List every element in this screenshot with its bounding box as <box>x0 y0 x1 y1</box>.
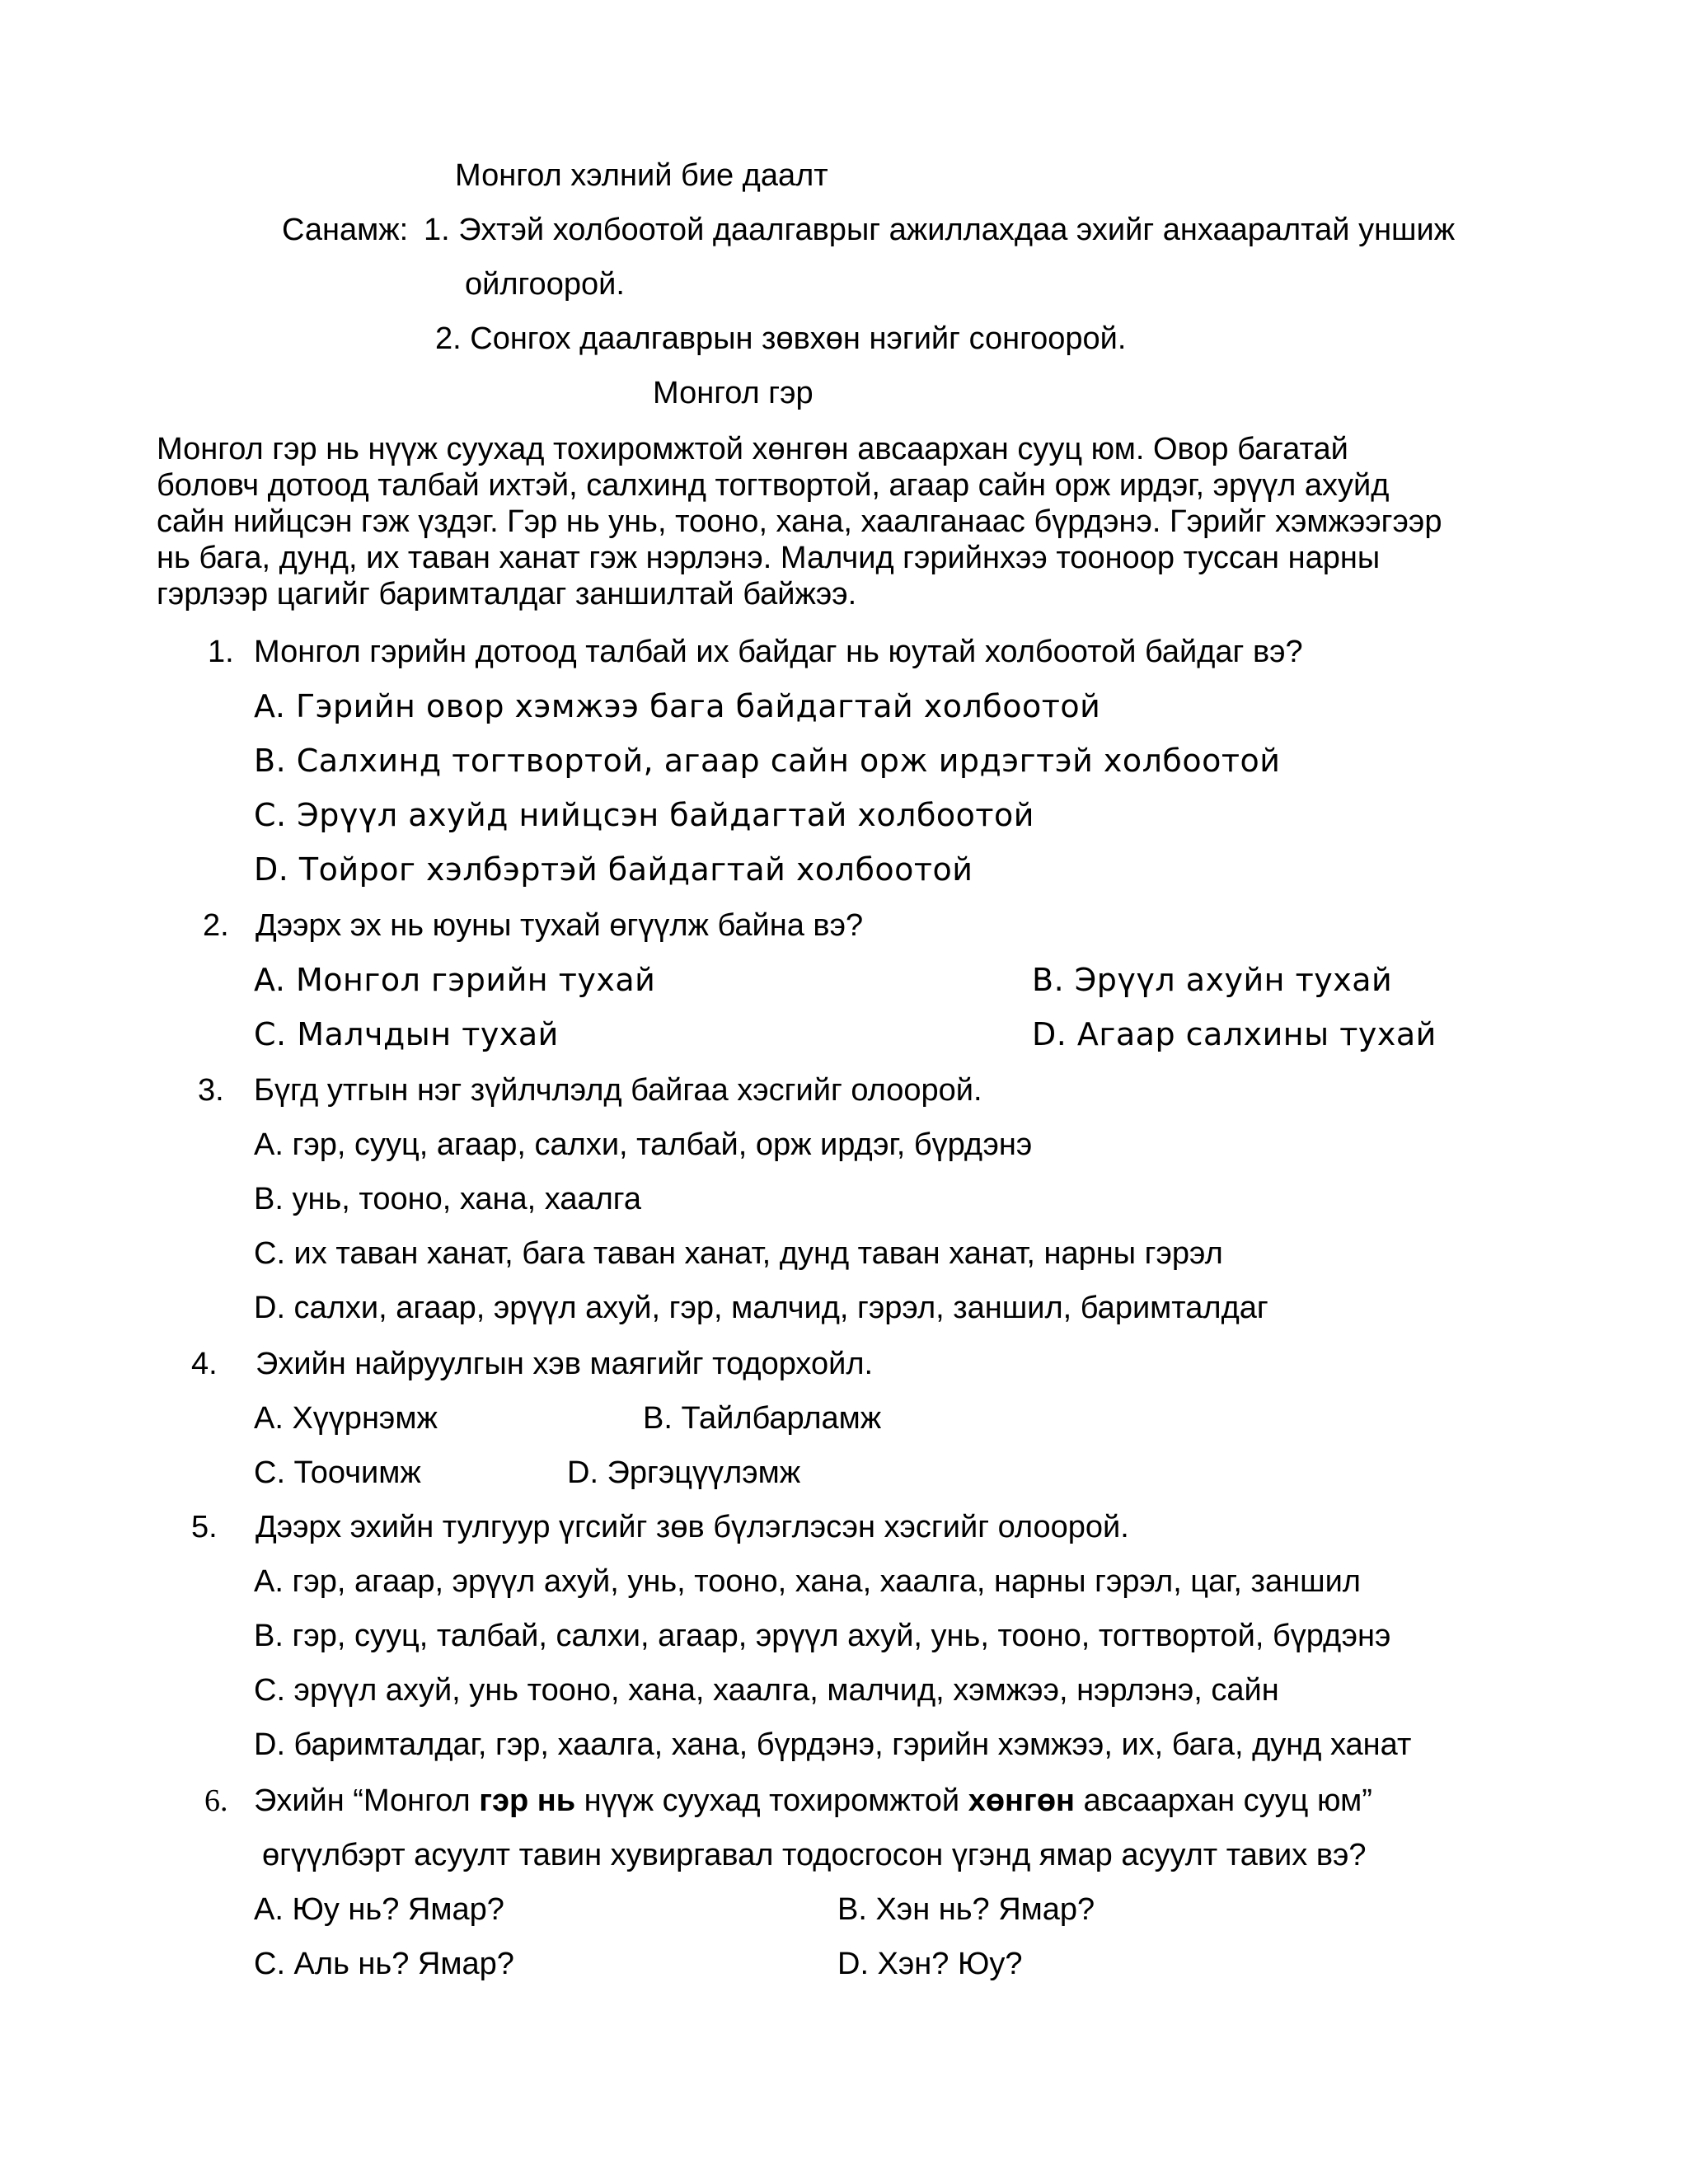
option-d: D. Тойрог хэлбэртэй байдагтай холбоотой <box>254 851 973 888</box>
option-b: B. гэр, сууц, талбай, салхи, агаар, эрүүл ахуй, унь, тооно, тогтвортой, бүрдэнэ <box>254 1619 1391 1653</box>
question-text: Бүгд утгын нэг зүйлчлэлд байгаа хэсгийг олоорой. <box>254 1073 982 1108</box>
option-d: D. салхи, агаар, эрүүл ахуй, гэр, малчид, гэрэл, заншил, баримталдаг <box>254 1291 1268 1325</box>
option-b: B. Тайлбарламж <box>643 1401 882 1436</box>
question-text-part: Эхийн “Монгол <box>254 1783 480 1818</box>
option-a: A. Хүүрнэмж <box>254 1401 438 1436</box>
option-a: A. Гэрийн овор хэмжээ бага байдагтай холбоотой <box>254 688 1101 724</box>
question-text: Дээрх эхийн тулгуур үгсийг зөв бүлэглэсэн хэсгийг олоорой. <box>256 1510 1129 1544</box>
question-number: 1. <box>208 635 234 669</box>
option-d: D. Хэн? Юу? <box>837 1947 1023 1981</box>
question-text: Дээрх эх нь юуны тухай өгүүлж байна вэ? <box>256 908 864 943</box>
option-b: B. Салхинд тогтвортой, агаар сайн орж ирдэгтэй холбоотой <box>254 743 1281 779</box>
option-d: D. баримталдаг, гэр, хаалга, хана, бүрдэнэ, гэрийн хэмжээ, их, бага, дунд ханат <box>254 1727 1412 1762</box>
option-d: D. Эргэцүүлэмж <box>567 1455 801 1490</box>
option-a: A. гэр, агаар, эрүүл ахуй, унь, тооно, хана, хаалга, нарны гэрэл, цаг, заншил <box>254 1564 1361 1599</box>
option-c: C. Аль нь? Ямар? <box>254 1947 514 1981</box>
note-item-2: 2. Сонгох даалгаврын зөвхөн нэгийг сонгоорой. <box>435 321 1127 356</box>
option-c: C. их таван ханат, бага таван ханат, дунд таван ханат, нарны гэрэл <box>254 1236 1223 1271</box>
question-text-part: нүүж суухад тохиромжтой <box>575 1783 968 1818</box>
option-b: B. унь, тооно, хана, хаалга <box>254 1182 641 1216</box>
question-text-line-2: өгүүлбэрт асуулт тавин хувиргавал тодосгосон үгэнд ямар асуулт тавих вэ? <box>262 1838 1367 1872</box>
question-text-part: авсаархан сууц юм” <box>1075 1783 1372 1818</box>
question-text <box>254 1782 1372 1820</box>
option-a: A. Юу нь? Ямар? <box>254 1892 504 1927</box>
option-d: D. Агаар салхины тухай <box>1032 1016 1437 1052</box>
passage-title: Монгол гэр <box>653 376 814 410</box>
option-a: A. гэр, сууц, агаар, салхи, талбай, орж ирдэг, бүрдэнэ <box>254 1127 1033 1162</box>
option-c: C. Малчдын тухай <box>254 1016 559 1052</box>
passage-line: боловч дотоод талбай ихтэй, салхинд тогтвортой, агаар сайн орж ирдэг, эрүүл ахуйд <box>157 468 1390 503</box>
passage-line: сайн нийцсэн гэж үздэг. Гэр нь унь, тооно, хана, хаалганаас бүрдэнэ. Гэрийг хэмжээгээр <box>157 504 1442 539</box>
question-number: 5. <box>191 1510 218 1544</box>
note-label: Санамж: <box>282 213 409 247</box>
question-number: 6. <box>204 1783 228 1818</box>
page-title: Монгол хэлний бие даалт <box>455 158 828 193</box>
option-c: C. Тоочимж <box>254 1455 421 1490</box>
passage-line: гэрлээр цагийг баримталдаг заншилтай байжээ. <box>157 577 857 612</box>
question-text: Монгол гэрийн дотоод талбай их байдаг нь юутай холбоотой байдаг вэ? <box>254 635 1303 669</box>
option-a: A. Монгол гэрийн тухай <box>254 962 656 998</box>
passage-line: нь бага, дунд, их таван ханат гэж нэрлэнэ. Малчид гэрийнхээ тооноор туссан нарны <box>157 541 1381 575</box>
question-text: Эхийн найруулгын хэв маягийг тодорхойл. <box>256 1347 874 1381</box>
question-number: 2. <box>203 908 229 943</box>
option-c: C. Эрүүл ахуйд нийцсэн байдагтай холбоотой <box>254 797 1034 833</box>
passage-line: Монгол гэр нь нүүж суухад тохиромжтой хөнгөн авсаархан сууц юм. Овор багатай <box>157 432 1348 466</box>
note-item-1-line-2: ойлгоорой. <box>465 267 625 302</box>
option-b: B. Эрүүл ахуйн тухай <box>1032 962 1393 998</box>
emphasized-word: хөнгөн <box>968 1783 1075 1818</box>
question-number: 4. <box>191 1347 218 1381</box>
question-number: 3. <box>198 1073 224 1108</box>
option-c: C. эрүүл ахуй, унь тооно, хана, хаалга, малчид, хэмжээ, нэрлэнэ, сайн <box>254 1673 1279 1708</box>
option-b: B. Хэн нь? Ямар? <box>837 1892 1095 1927</box>
note-item-1-line-1: 1. Эхтэй холбоотой даалгаврыг ажиллахдаа эхийг анхааралтай уншиж <box>424 213 1456 247</box>
emphasized-word: гэр нь <box>479 1783 576 1818</box>
